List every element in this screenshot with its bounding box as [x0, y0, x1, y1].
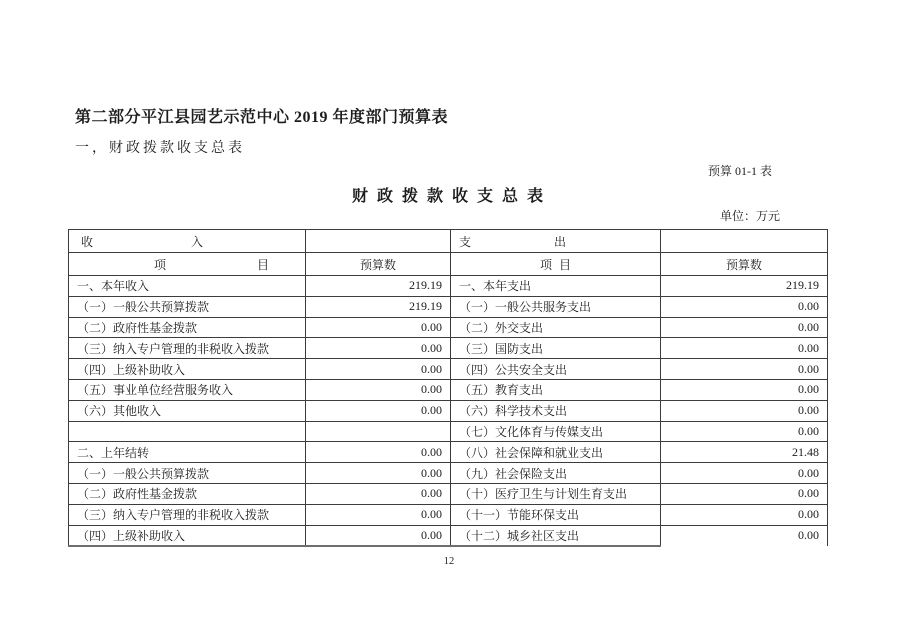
table-row	[69, 483, 828, 504]
income-value-cell: 0.00	[306, 525, 451, 546]
table-row	[69, 276, 828, 297]
expense-item-cell: （五）教育支出	[451, 379, 661, 400]
subsection-title: 一，财政拨款收支总表	[75, 141, 245, 156]
expense-item-cell: （一）一般公共服务支出	[451, 296, 661, 317]
income-item-cell: （三）纳入专户管理的非税收入拨款	[69, 504, 306, 525]
expense-item-cell: （六）科学技术支出	[451, 400, 661, 421]
expense-item-cell: （七）文化体育与传媒支出	[451, 421, 661, 442]
income-item-cell: （二）政府性基金拨款	[69, 483, 306, 504]
income-item-cell: 一、本年收入	[69, 276, 306, 297]
expense-item-cell: （三）国防支出	[451, 338, 661, 359]
expense-item-cell: （二）外交支出	[451, 317, 661, 338]
table-row	[69, 525, 828, 546]
expense-value-cell: 219.19	[661, 276, 828, 297]
table-reference-label: 预算 01-1 表	[708, 164, 772, 178]
empty-header-cell	[306, 230, 451, 253]
budget-summary-table	[68, 229, 828, 547]
income-item-cell: （二）政府性基金拨款	[69, 317, 306, 338]
unit-label: 单位：万元	[719, 209, 780, 223]
page-number: 12	[443, 556, 455, 567]
income-item-cell: （一）一般公共预算拨款	[69, 463, 306, 484]
income-budget-column-header: 预算数	[306, 253, 451, 276]
income-item-column-header	[69, 253, 306, 276]
income-item-cell: （四）上级补助收入	[69, 359, 306, 380]
expense-value-cell: 0.00	[661, 400, 828, 421]
expense-value-cell: 0.00	[661, 421, 828, 442]
income-item-cell: （五）事业单位经营服务收入	[69, 379, 306, 400]
income-item-cell: （三）纳入专户管理的非税收入拨款	[69, 338, 306, 359]
expense-value-cell: 0.00	[661, 296, 828, 317]
income-header-char: 入	[191, 234, 204, 249]
section-title: 第二部分平江县园艺示范中心 2019 年度部门预算表	[75, 109, 449, 126]
income-value-cell: 0.00	[306, 463, 451, 484]
income-item-cell: （四）上级补助收入	[69, 525, 306, 546]
expense-item-cell: （十）医疗卫生与计划生育支出	[451, 483, 661, 504]
expense-budget-column-header: 预算数	[661, 253, 828, 276]
table-row	[69, 504, 828, 525]
income-item-cell: （一）一般公共预算拨款	[69, 296, 306, 317]
table-row	[69, 442, 828, 463]
income-value-cell: 219.19	[306, 276, 451, 297]
expense-item-column-header	[451, 253, 661, 276]
table-row	[69, 400, 828, 421]
empty-header-cell	[661, 230, 828, 253]
table-row	[69, 379, 828, 400]
income-value-cell: 0.00	[306, 359, 451, 380]
income-value-cell: 0.00	[306, 442, 451, 463]
expense-value-cell: 21.48	[661, 442, 828, 463]
income-item-cell: （六）其他收入	[69, 400, 306, 421]
expense-value-cell: 0.00	[661, 483, 828, 504]
expense-item-cell: （九）社会保险支出	[451, 463, 661, 484]
expense-value-cell: 0.00	[661, 379, 828, 400]
expense-value-cell: 0.00	[661, 463, 828, 484]
table-row	[69, 296, 828, 317]
expense-item-cell: （十二）城乡社区支出	[451, 525, 661, 546]
income-value-cell	[306, 421, 451, 442]
income-value-cell: 0.00	[306, 317, 451, 338]
item-header-char: 项	[539, 257, 552, 272]
table-row	[69, 317, 828, 338]
expense-value-cell: 0.00	[661, 317, 828, 338]
income-header-char: 收	[81, 234, 94, 249]
table-section-header-row	[69, 230, 828, 253]
expense-item-cell: （四）公共安全支出	[451, 359, 661, 380]
expense-item-cell: （八）社会保障和就业支出	[451, 442, 661, 463]
expense-value-cell: 0.00	[661, 359, 828, 380]
income-value-cell: 0.00	[306, 400, 451, 421]
expense-section-header	[451, 230, 661, 253]
expense-header-char: 支	[459, 234, 472, 249]
table-row	[69, 338, 828, 359]
item-header-char: 目	[559, 257, 572, 272]
expense-item-cell: （十一）节能环保支出	[451, 504, 661, 525]
expense-value-cell: 0.00	[661, 504, 828, 525]
income-value-cell: 0.00	[306, 504, 451, 525]
table-column-header-row	[69, 253, 828, 276]
income-item-cell	[69, 421, 306, 442]
expense-item-cell: 一、本年支出	[451, 276, 661, 297]
table-row	[69, 463, 828, 484]
income-item-cell: 二、上年结转	[69, 442, 306, 463]
income-value-cell: 0.00	[306, 338, 451, 359]
income-value-cell: 0.00	[306, 379, 451, 400]
table-row	[69, 359, 828, 380]
item-header-char: 目	[257, 257, 270, 272]
income-section-header	[69, 230, 306, 253]
expense-header-char: 出	[554, 234, 567, 249]
expense-value-cell: 0.00	[661, 338, 828, 359]
table-row	[69, 421, 828, 442]
item-header-char: 项	[154, 257, 167, 272]
table-title: 财政拨款收支总表	[351, 188, 552, 205]
expense-value-cell: 0.00	[661, 525, 828, 546]
income-value-cell: 0.00	[306, 483, 451, 504]
income-value-cell: 219.19	[306, 296, 451, 317]
